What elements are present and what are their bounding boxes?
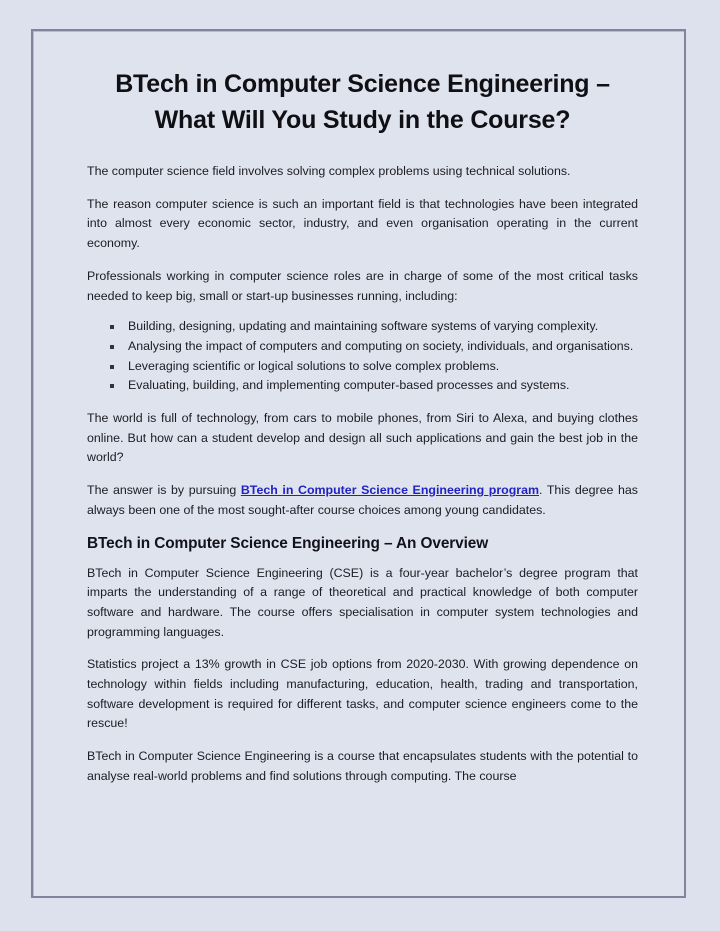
responsibilities-list — [87, 317, 638, 396]
list-item — [87, 317, 638, 337]
square-bullet-icon — [110, 365, 114, 369]
square-bullet-icon — [110, 325, 114, 329]
list-item — [87, 376, 638, 396]
spacer — [87, 396, 638, 409]
paragraph-reason: The reason computer science is such an important field is that technologies have been integrated into almost every economic sector, industry, and even organisation operating in the current economy. — [87, 196, 638, 251]
list-item-label: Leveraging scientific or logical solutions to solve complex problems. — [128, 358, 500, 373]
answer-prefix-text: The answer is by pursuing — [87, 483, 241, 498]
spacer — [87, 642, 638, 655]
list-item — [87, 357, 638, 377]
spacer — [87, 468, 638, 481]
paragraph-professionals-lead: Professionals working in computer science roles are in charge of some of the most critical tasks needed to keep big, small or start-up businesses running, including: — [87, 268, 638, 303]
list-item-label: Building, designing, updating and maintaining software systems of varying complexity. — [128, 319, 599, 334]
paragraph-world-technology: The world is full of technology, from cars to mobile phones, from Siri to Alexa, and buying clothes online. But how can a student develop and design all such applications and gain the best job in the world? — [87, 411, 638, 465]
list-item — [87, 337, 638, 357]
section-heading-overview: BTech in Computer Science Engineering – An Overview — [87, 534, 489, 552]
spacer — [87, 554, 638, 564]
square-bullet-icon — [110, 384, 114, 388]
list-item-label: Analysing the impact of computers and computing on society, individuals, and organisations. — [128, 338, 634, 353]
paragraph-overview-body: BTech in Computer Science Engineering (CSE) is a four-year bachelor’s degree program that imparts the understanding of a range of theoretical and practical knowledge of both computer software and hardware. The course offers specialisation in computer system technologies and programming languages. — [87, 565, 638, 639]
page-title-line-2: What Will You Study in the Course? — [154, 105, 571, 134]
btech-program-link[interactable]: BTech in Computer Science Engineering program — [240, 483, 540, 498]
spacer — [87, 138, 638, 162]
paragraph-encapsulates: BTech in Computer Science Engineering is a course that encapsulates students with the potential to analyse real-world problems and find solutions through computing. The course — [87, 749, 638, 783]
paragraph-answer — [87, 481, 638, 520]
document-content — [87, 67, 638, 787]
spacer — [87, 734, 638, 747]
spacer — [87, 521, 638, 534]
square-bullet-icon — [110, 345, 114, 349]
document-page-frame — [31, 29, 686, 898]
spacer — [87, 306, 638, 317]
paragraph-intro: The computer science field involves solving complex problems using technical solutions. — [87, 164, 571, 178]
paragraph-statistics: Statistics project a 13% growth in CSE job options from 2020-2030. With growing dependence on technology within fields including manufacturing, education, health, trading and transportation, software development is required for different tasks, and computer science engineers come to the rescue! — [87, 657, 638, 731]
spacer — [87, 182, 638, 195]
answer-suffix-text: . This degree has always been one of the most sought-after course choices among young candidates. — [87, 483, 638, 517]
spacer — [87, 254, 638, 267]
page-title-line-1: BTech in Computer Science Engineering – — [115, 70, 610, 98]
page-title — [87, 67, 638, 138]
list-item-label: Evaluating, building, and implementing computer-based processes and systems. — [128, 378, 570, 393]
